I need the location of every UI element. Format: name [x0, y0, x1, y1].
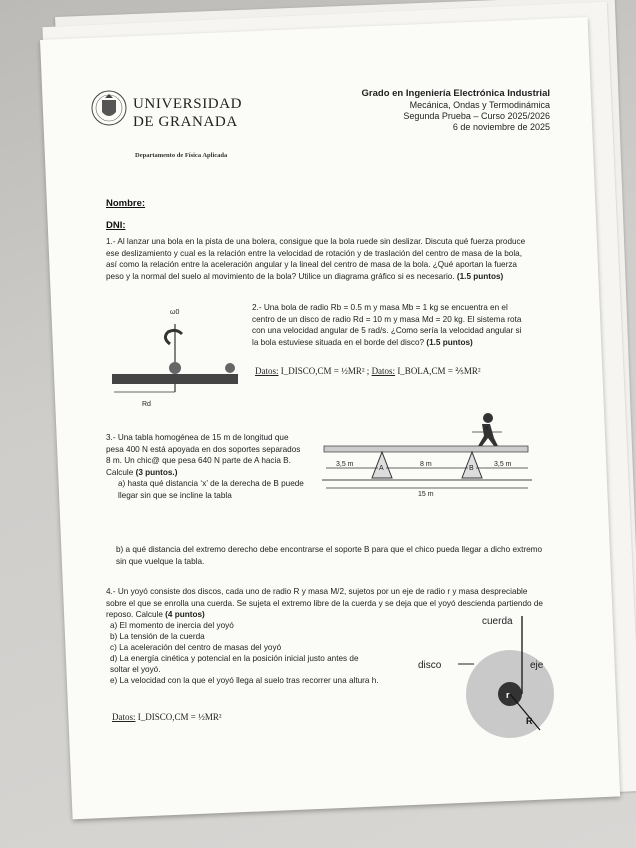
question-2-data: [255, 366, 481, 377]
question-4-item: d) La energía cinética y potencial en la posición inicial justo antes de soltar el yoyó.: [110, 654, 359, 674]
question-1-text: 1.- Al lanzar una bola en la pista de una bolera, consigue que la bola ruede sin deslizar. Discuta qué fuerza produce ese deslizamiento y cual es la relación entre la velocidad de rotación y de traslación del centro de masa de la bola, así como la relación entre la aceleración angular y la lineal del centro de masa de la bola. ¿Qué aportan la fuerza peso y la normal del suelo al movimiento de la bola? Utilice un diagrama gráfico si es necesario.: [106, 237, 526, 281]
question-1: [106, 236, 526, 282]
support-b-label: B: [469, 465, 474, 472]
exam-paper: [40, 17, 620, 819]
cuerda-label: cuerda: [482, 616, 513, 627]
plank-right-label: 3,5 m: [494, 461, 512, 468]
question-4-items: [110, 620, 380, 686]
yoyo-figure: [400, 612, 560, 752]
question-3: [106, 432, 306, 501]
question-4-item: b) La tensión de la cuerda: [110, 632, 205, 641]
disk-figure: [100, 302, 250, 412]
university-name-line2: DE GRANADA: [133, 114, 238, 130]
question-4-item: a) El momento de inercia del yoyó: [110, 621, 234, 630]
question-4-points: (4 puntos): [165, 610, 205, 619]
question-3-part-a: a) hasta qué distancia ‘x’ de la derecha de B puede llegar sin que se incline la tabla: [118, 479, 304, 500]
question-3-points: (3 puntos.): [135, 467, 178, 477]
question-4-data: [112, 712, 222, 722]
plank-figure: [322, 408, 532, 498]
question-3-text: 3.- Una tabla homogénea de 15 m de longitud que pesa 400 N está apoyada en dos soportes separados 8 m. Un chic@ que pesa 640 N parte de A hacia B. Calcule: [106, 433, 301, 477]
question-4-text: 4.- Un yoyó consiste dos discos, cada uno de radio R y masa M/2, sujetos por un eje de radio r y masa despreciable sobre el que se enrolla una cuerda. Se sujeta el extremo libre de la cuerda y se deja que el yoyó descienda partiendo de reposo. Calcule: [106, 587, 543, 619]
question-2-data-ball: I_BOLA,CM = ⅖MR²: [397, 366, 481, 376]
omega-label: ω0: [170, 309, 180, 316]
question-2-points: (1.5 puntos): [426, 337, 473, 347]
degree-title: Grado en Ingeniería Electrónica Industrial: [361, 88, 550, 99]
question-2-data-disk: I_DISCO,CM = ½MR²: [280, 366, 365, 376]
question-2: [252, 302, 524, 348]
R-label: R: [526, 716, 533, 726]
question-1-points: (1.5 puntos): [456, 271, 504, 281]
support-a-label: A: [379, 465, 384, 472]
distance-x-label: x: [485, 425, 489, 432]
disco-label: disco: [418, 660, 442, 671]
r-label: r: [506, 690, 510, 700]
question-2-data-label: Datos:: [255, 366, 279, 376]
university-crest-icon: [90, 88, 128, 132]
question-4-item: c) La aceleración del centro de masas del yoyó: [110, 643, 282, 652]
exam-date: 6 de noviembre de 2025: [452, 122, 550, 132]
question-2-text: 2.- Una bola de radio Rb = 0.5 m y masa Mb = 1 kg se encuentra en el centro de un disco de radio Rd = 10 m y masa Md = 20 kg. El sistema rota con una velocidad angular de 5 rad/s. ¿Como sería la velocidad angular si la bola estuviese situada en el borde del disco?: [252, 303, 522, 347]
question-2-data-sep: ;: [366, 366, 370, 376]
plank-mid-label: 8 m: [420, 461, 432, 468]
question-3-part-b: b) a qué distancia del extremo derecho debe encontrarse el soporte B para que el chico pueda llegar a dicho extremo sin que vuelque la tabla.: [116, 545, 543, 566]
department-name: Departamento de Física Aplicada: [135, 152, 228, 159]
rd-label: Rd: [142, 401, 151, 408]
plank-left-label: 3,5 m: [336, 461, 354, 468]
dni-label: DNI:: [106, 220, 126, 231]
question-4-item: e) La velocidad con la que el yoyó llega al suelo tras recorrer una altura h.: [110, 676, 379, 685]
question-4-data-disk: I_DISCO,CM = ½MR²: [137, 712, 222, 722]
name-label: Nombre:: [106, 198, 146, 209]
eje-label: eje: [530, 660, 544, 671]
university-name-line1: UNIVERSIDAD: [133, 96, 243, 112]
exam-title: Segunda Prueba – Curso 2025/2026: [403, 111, 550, 121]
question-2-data-label-2: Datos:: [371, 366, 396, 376]
subject-title: Mecánica, Ondas y Termodinámica: [409, 100, 550, 110]
question-4-data-label: Datos:: [112, 712, 136, 722]
plank-total-label: 15 m: [418, 491, 434, 498]
